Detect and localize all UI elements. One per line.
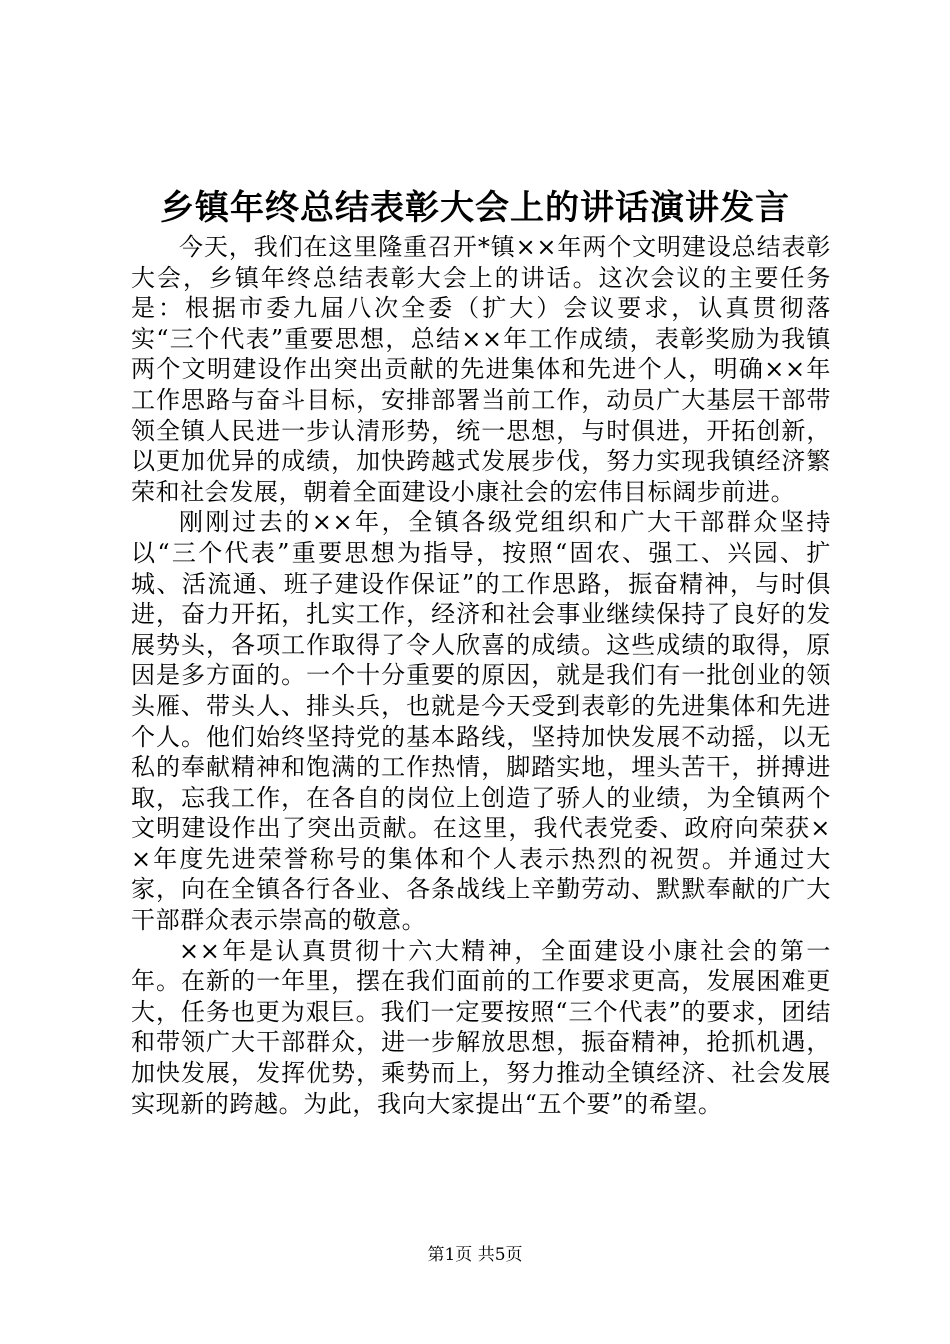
document-body	[131, 232, 831, 1119]
body-paragraph-1: 今天，我们在这里隆重召开*镇××年两个文明建设总结表彰大会，乡镇年终总结表彰大会上的讲话。这次会议的主要任务是：根据市委九届八次全委（扩大）会议要求，认真贯彻落实“三个代表”重要思想，总结××年工作成绩，表彰奖励为我镇两个文明建设作出突出贡献的先进集体和先进个人，明确××年工作思路与奋斗目标，安排部署当前工作，动员广大基层干部带领全镇人民进一步认清形势，统一思想，与时俱进，开拓创新，以更加优异的成绩，加快跨越式发展步伐，努力实现我镇经济繁荣和社会发展，朝着全面建设小康社会的宏伟目标阔步前进。	[131, 233, 831, 506]
body-paragraph-2: 刚刚过去的××年，全镇各级党组织和广大干部群众坚持以“三个代表”重要思想为指导，按照“固农、强工、兴园、扩城、活流通、班子建设作保证”的工作思路，振奋精神，与时俱进，奋力开拓，扎实工作，经济和社会事业继续保持了良好的发展势头，各项工作取得了令人欣喜的成绩。这些成绩的取得，原因是多方面的。一个十分重要的原因，就是我们有一批创业的领头雁、带头人、排头兵，也就是今天受到表彰的先进集体和先进个人。他们始终坚持党的基本路线，坚持加快发展不动摇，以无私的奉献精神和饱满的工作热情，脚踏实地，埋头苦干，拼搏进取，忘我工作，在各自的岗位上创造了骄人的业绩，为全镇两个文明建设作出了突出贡献。在这里，我代表党委、政府向荣获××年度先进荣誉称号的集体和个人表示热烈的祝贺。并通过大家，向在全镇各行各业、各条战线上辛勤劳动、默默奉献的广大干部群众表示崇高的敬意。	[131, 508, 831, 935]
body-paragraph-3: ××年是认真贯彻十六大精神，全面建设小康社会的第一年。在新的一年里，摆在我们面前的工作要求更高，发展困难更大，任务也更为艰巨。我们一定要按照“三个代表”的要求，团结和带领广大干部群众，进一步解放思想，振奋精神，抢抓机遇，加快发展，发挥优势，乘势而上，努力推动全镇经济、社会发展实现新的跨越。为此，我向大家提出“五个要”的希望。	[131, 936, 831, 1118]
page-footer: 第1页 共5页	[427, 1245, 523, 1265]
document-title: 乡镇年终总结表彰大会上的讲话演讲发言	[160, 188, 790, 228]
